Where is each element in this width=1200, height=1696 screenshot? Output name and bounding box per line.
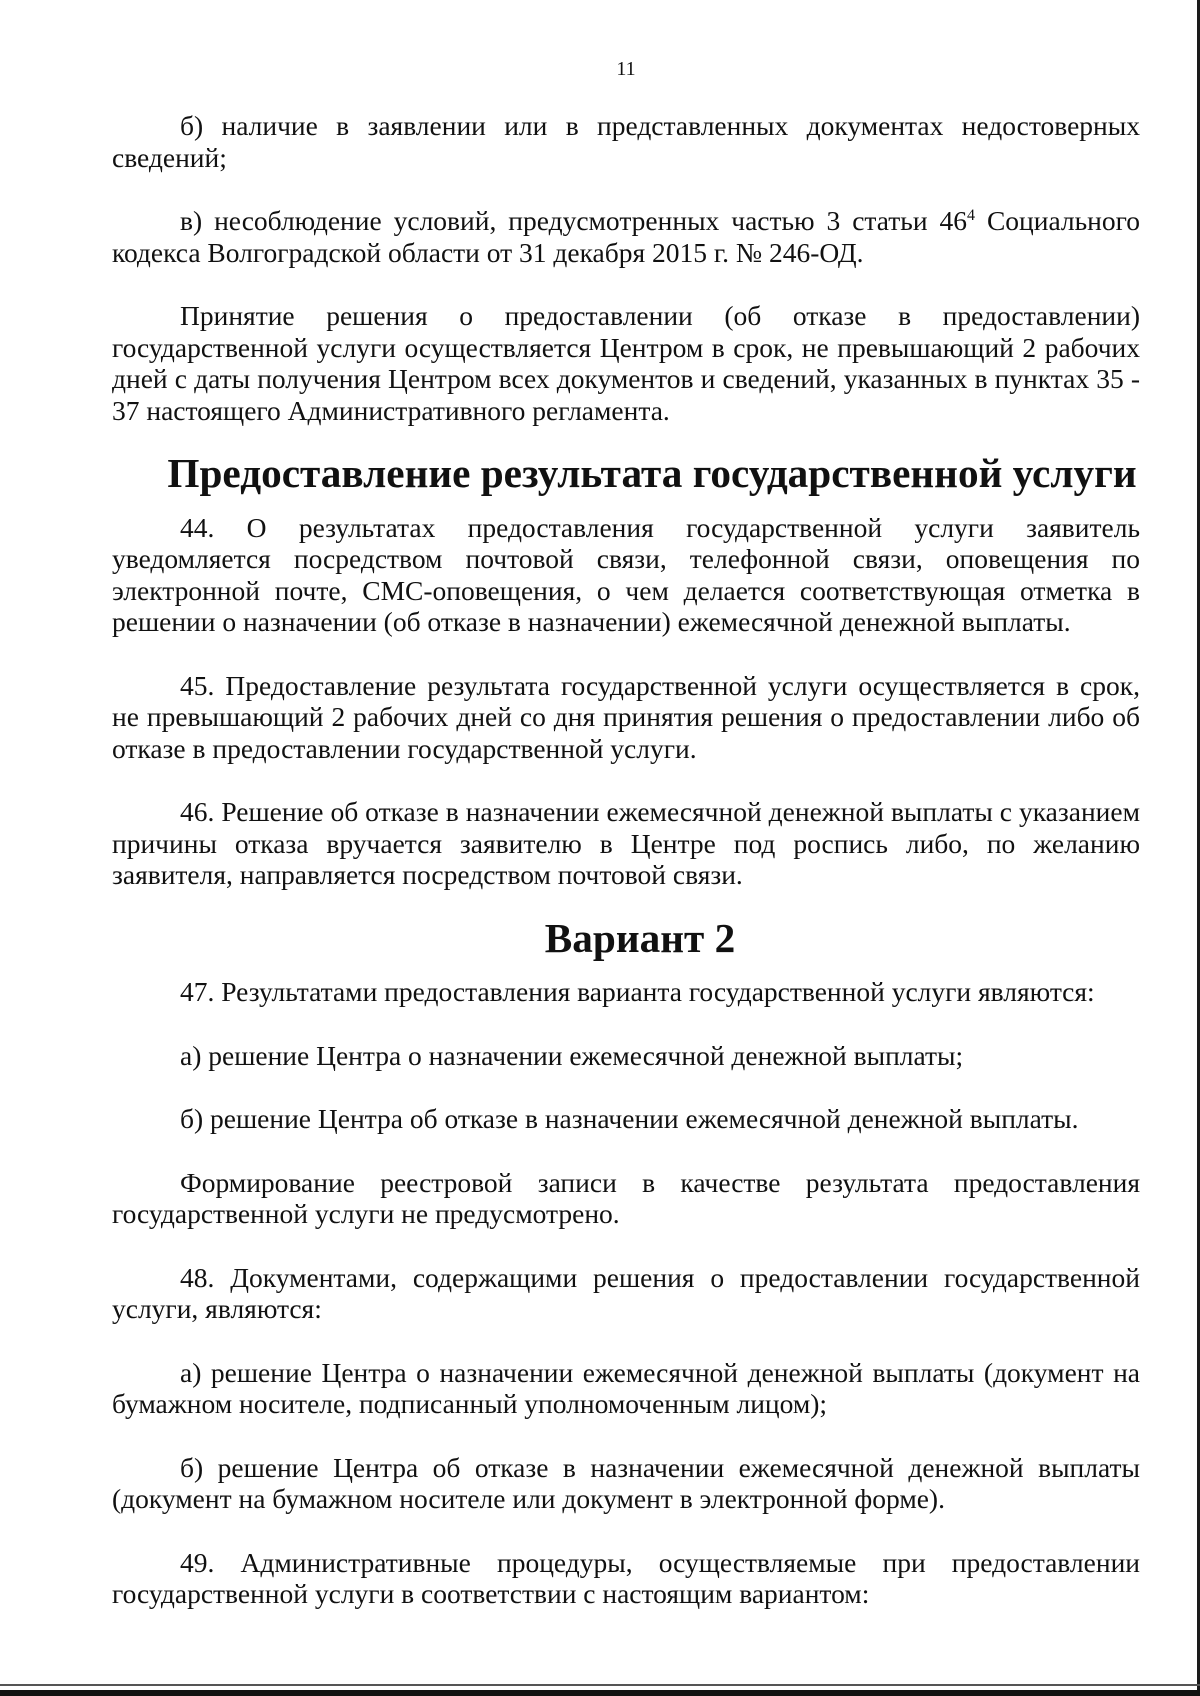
paragraph-47: 47. Результатами предоставления варианта государственной услуги являются: [180,976,1095,1007]
paragraph-45: 45. Предоставление результата государственной услуги осуществляется в срок, не превышающий 2 рабочих дней со дня принятия решения о предоставлении либо об отказе в предоставлении государственной услуги. [112,669,1140,764]
paragraph-44: 44. О результатах предоставления государственной услуги заявитель уведомляется посредством почтовой связи, телефонной связи, оповещения по электронной почте, СМС-оповещения, о чем делается соответствующая отметка в решении о назначении (об отказе в назначении) ежемесячной денежной выплаты. [112,511,1140,637]
scan-bottom-edge [0,1690,1200,1696]
paragraph-49: 49. Административные процедуры, осуществляемые при предоставлении государственной услуги в соответствии с настоящим вариантом: [112,1546,1140,1609]
paragraph-item-b: б) наличие в заявлении или в представленных документах недостоверных сведений; [112,110,1140,173]
paragraph-item-v-text: в) несоблюдение условий, предусмотренных частью 3 статьи 46 [180,205,967,236]
section-heading-result: Предоставление результата государственной услуги [167,450,1137,496]
document-body [112,110,1140,1642]
paragraph-47-b: б) решение Центра об отказе в назначении ежемесячной денежной выплаты. [180,1103,1079,1134]
paragraph-decision-term: Принятие решения о предоставлении (об отказе в предоставлении) государственной услуги осуществляется Центром в срок, не превышающий 2 рабочих дней с даты получения Центром всех документов и сведений, указанных в пунктах 35 - 37 настоящего Административного регламента. [112,300,1140,426]
paragraph-item-v [112,205,1140,268]
paragraph-47-a: а) решение Центра о назначении ежемесячной денежной выплаты; [180,1039,964,1071]
paragraph-48: 48. Документами, содержащими решения о предоставлении государственной услуги, являются: [112,1261,1140,1324]
paragraph-registry-record: Формирование реестровой записи в качестве результата предоставления государственной услуги не предусмотрено. [112,1166,1140,1229]
scan-bottom-edge-thin [0,1684,1200,1686]
section-heading-variant-2: Вариант 2 [544,914,736,961]
paragraph-48-a: а) решение Центра о назначении ежемесячной денежной выплаты (документ на бумажном носителе, подписанный уполномоченным лицом); [112,1356,1140,1419]
article-superscript: 4 [967,206,975,224]
paragraph-46: 46. Решение об отказе в назначении ежемесячной денежной выплаты с указанием причины отказа вручается заявителю в Центре под роспись либо, по желанию заявителя, направляется посредством почтовой связи. [112,796,1140,890]
paragraph-48-b: б) решение Центра об отказе в назначении ежемесячной денежной выплаты (документ на бумажном носителе или документ в электронной форме). [112,1451,1140,1514]
paragraph-item-v-text-end: Социального кодекса Волгоградской области от 31 декабря 2015 г. № 246-ОД. [112,205,1140,268]
page-number: 11 [616,58,636,80]
